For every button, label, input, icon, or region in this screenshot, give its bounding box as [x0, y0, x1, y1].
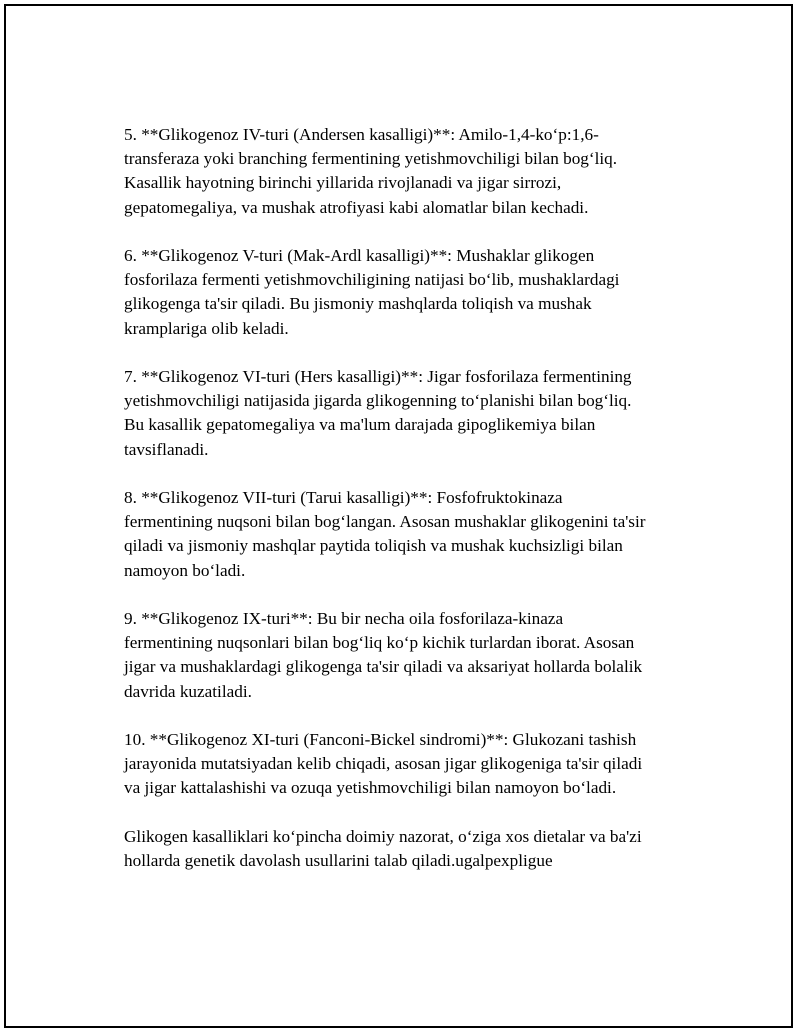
page-frame [4, 4, 793, 1028]
paragraph-glycogenosis-type-7: 8. **Glikogenoz VII-turi (Tarui kasalligi)**: Fosfofruktokinaza fermentining nuqsoni bilan bog‘langan. Asosan mushaklar glikogenini ta'sir qiladi va jismoniy mashqlar paytida toliqish va mushak kuchsizligi bilan namoyon bo‘ladi. [124, 488, 646, 580]
paragraph-glycogenosis-type-5: 6. **Glikogenoz V-turi (Mak-Ardl kasalligi)**: Mushaklar glikogen fosforilaza fermenti yetishmovchiligining natijasi bo‘lib, mushaklardagi glikogenga ta'sir qiladi. Bu jismoniy mashqlarda toliqish va mushak kramplariga olib keladi. [124, 246, 620, 338]
paragraph-glycogenosis-type-6: 7. **Glikogenoz VI-turi (Hers kasalligi)**: Jigar fosforilaza fermentining yetishmovchiligi natijasida jigarda glikogenning to‘planishi bilan bog‘liq. Bu kasallik gepatomegaliya va ma'lum darajada gipoglikemiya bilan tavsiflanadi. [124, 367, 632, 459]
paragraph-glycogenosis-type-11: 10. **Glikogenoz XI-turi (Fanconi-Bickel sindromi)**: Glukozani tashish jarayonida mutatsiyadan kelib chiqadi, asosan jigar glikogeniga ta'sir qiladi va jigar kattalashishi va ozuqa yetishmovchiligi bilan namoyon bo‘ladi. [124, 730, 643, 798]
document-body [124, 123, 694, 897]
paragraph-glycogenosis-type-9: 9. **Glikogenoz IX-turi**: Bu bir necha oila fosforilaza-kinaza fermentining nuqsonlari bilan bog‘liq ko‘p kichik turlardan iborat. Asosan jigar va mushaklardagi glikogenga ta'sir qiladi va aksariyat hollarda bolalik davrida kuzatiladi. [124, 609, 643, 701]
paragraph-conclusion: Glikogen kasalliklari ko‘pincha doimiy nazorat, o‘ziga xos dietalar va ba'zi hollarda genetik davolash usullarini talab qiladi.ugalpexpligue [124, 826, 642, 870]
paragraph-glycogenosis-type-4: 5. **Glikogenoz IV-turi (Andersen kasalligi)**: Amilo-1,4-ko‘p:1,6- transferaza yoki branching fermentining yetishmovchiligi bilan bog‘liq. Kasallik hayotning birinchi yillarida rivojlanadi va jigar sirrozi, gepatomegaliya, va mushak atrofiyasi kabi alomatlar bilan kechadi. [124, 125, 618, 217]
